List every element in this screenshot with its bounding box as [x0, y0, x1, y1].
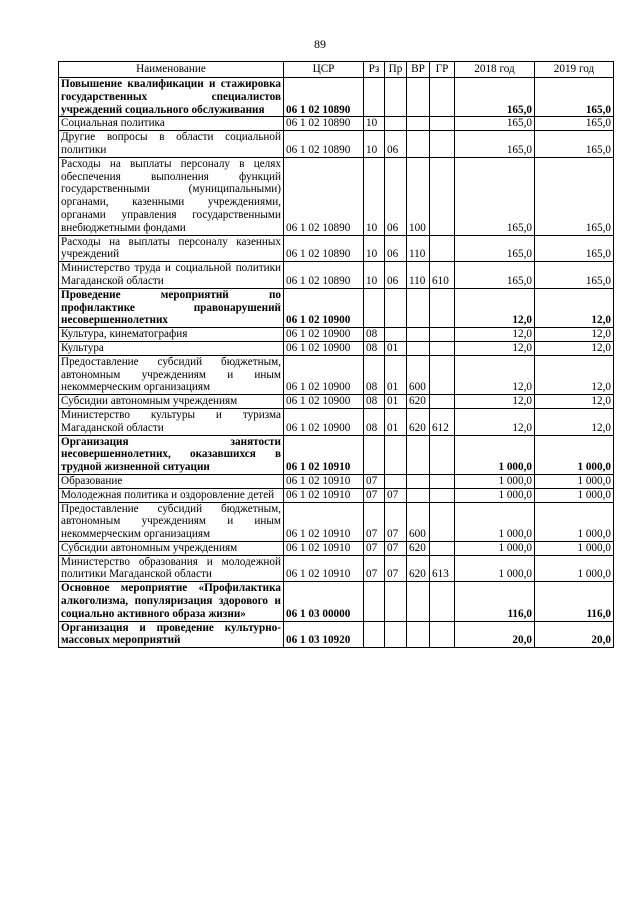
cell-csr: 06 1 02 10890 — [284, 78, 364, 117]
table-row — [59, 582, 614, 621]
cell-2018: 12,0 — [455, 395, 535, 409]
cell-pr: 01 — [385, 355, 407, 394]
cell-2018: 1 000,0 — [455, 435, 535, 474]
cell-vr: 620 — [407, 395, 430, 409]
cell-csr: 06 1 02 10890 — [284, 235, 364, 262]
cell-vr — [407, 474, 430, 488]
cell-gr — [430, 328, 455, 342]
cell-name: Проведение мероприятий по профилактике правонарушений несовершеннолетних — [59, 288, 284, 327]
cell-pr: 01 — [385, 395, 407, 409]
cell-pr: 01 — [385, 341, 407, 355]
cell-vr — [407, 582, 430, 621]
cell-csr: 06 1 02 10910 — [284, 502, 364, 541]
cell-gr — [430, 131, 455, 158]
table-row — [59, 395, 614, 409]
header-rz: Рз — [364, 62, 385, 78]
cell-csr: 06 1 02 10890 — [284, 131, 364, 158]
cell-gr — [430, 395, 455, 409]
cell-vr: 600 — [407, 502, 430, 541]
cell-name: Предоставление субсидий бюджетным, автономным учреждениям и иным некоммерческим организациям — [59, 355, 284, 394]
cell-2019: 12,0 — [535, 328, 614, 342]
cell-rz: 10 — [364, 157, 385, 235]
cell-csr: 06 1 03 10920 — [284, 621, 364, 648]
cell-csr: 06 1 02 10890 — [284, 117, 364, 131]
cell-name: Молодежная политика и оздоровление детей — [59, 488, 284, 502]
cell-gr — [430, 355, 455, 394]
cell-pr: 01 — [385, 408, 407, 435]
cell-gr — [430, 341, 455, 355]
cell-gr — [430, 117, 455, 131]
cell-2019: 165,0 — [535, 117, 614, 131]
cell-pr — [385, 117, 407, 131]
table-row — [59, 131, 614, 158]
cell-csr: 06 1 03 00000 — [284, 582, 364, 621]
table-row — [59, 435, 614, 474]
table-row — [59, 502, 614, 541]
cell-2018: 165,0 — [455, 157, 535, 235]
cell-2018: 12,0 — [455, 355, 535, 394]
cell-vr — [407, 288, 430, 327]
cell-name: Субсидии автономным учреждениям — [59, 541, 284, 555]
header-row — [59, 62, 614, 78]
cell-csr: 06 1 02 10910 — [284, 435, 364, 474]
cell-rz: 08 — [364, 341, 385, 355]
cell-rz: 08 — [364, 355, 385, 394]
cell-name: Организация занятости несовершеннолетних, оказавшихся в трудной жизненной ситуации — [59, 435, 284, 474]
table-row — [59, 78, 614, 117]
header-2019: 2019 год — [535, 62, 614, 78]
header-2018: 2018 год — [455, 62, 535, 78]
cell-csr: 06 1 02 10910 — [284, 541, 364, 555]
cell-gr — [430, 78, 455, 117]
cell-vr — [407, 341, 430, 355]
cell-vr: 110 — [407, 262, 430, 289]
cell-2019: 1 000,0 — [535, 488, 614, 502]
cell-2018: 20,0 — [455, 621, 535, 648]
cell-csr: 06 1 02 10900 — [284, 341, 364, 355]
cell-pr — [385, 582, 407, 621]
cell-2018: 1 000,0 — [455, 488, 535, 502]
cell-pr: 06 — [385, 131, 407, 158]
cell-2019: 1 000,0 — [535, 474, 614, 488]
cell-vr: 620 — [407, 541, 430, 555]
cell-2019: 165,0 — [535, 235, 614, 262]
cell-csr: 06 1 02 10900 — [284, 328, 364, 342]
cell-csr: 06 1 02 10910 — [284, 488, 364, 502]
cell-vr — [407, 435, 430, 474]
cell-csr: 06 1 02 10900 — [284, 395, 364, 409]
cell-2019: 12,0 — [535, 408, 614, 435]
cell-pr — [385, 78, 407, 117]
cell-rz: 10 — [364, 117, 385, 131]
cell-rz: 08 — [364, 395, 385, 409]
cell-2018: 116,0 — [455, 582, 535, 621]
cell-2019: 12,0 — [535, 395, 614, 409]
cell-csr: 06 1 02 10910 — [284, 474, 364, 488]
cell-2018: 1 000,0 — [455, 502, 535, 541]
cell-rz: 08 — [364, 408, 385, 435]
cell-pr — [385, 435, 407, 474]
cell-name: Субсидии автономным учреждениям — [59, 395, 284, 409]
table-row — [59, 117, 614, 131]
cell-name: Социальная политика — [59, 117, 284, 131]
page-number: 89 — [314, 37, 326, 51]
table-row — [59, 408, 614, 435]
cell-vr — [407, 78, 430, 117]
cell-gr: 610 — [430, 262, 455, 289]
budget-table — [58, 61, 614, 648]
cell-vr: 600 — [407, 355, 430, 394]
cell-vr — [407, 117, 430, 131]
cell-name: Расходы на выплаты персоналу казенных учреждений — [59, 235, 284, 262]
cell-gr — [430, 435, 455, 474]
cell-csr: 06 1 02 10910 — [284, 555, 364, 582]
cell-name: Культура, кинематография — [59, 328, 284, 342]
cell-rz: 10 — [364, 235, 385, 262]
cell-name: Культура — [59, 341, 284, 355]
cell-name: Образование — [59, 474, 284, 488]
cell-vr — [407, 621, 430, 648]
cell-name: Министерство образования и молодежной политики Магаданской области — [59, 555, 284, 582]
cell-pr: 06 — [385, 262, 407, 289]
table-row — [59, 474, 614, 488]
cell-vr: 110 — [407, 235, 430, 262]
cell-gr: 612 — [430, 408, 455, 435]
table-row — [59, 157, 614, 235]
cell-2019: 1 000,0 — [535, 541, 614, 555]
cell-2018: 12,0 — [455, 408, 535, 435]
table-row — [59, 355, 614, 394]
cell-gr — [430, 541, 455, 555]
cell-2019: 165,0 — [535, 157, 614, 235]
cell-pr — [385, 621, 407, 648]
cell-rz: 07 — [364, 488, 385, 502]
table-body — [59, 78, 614, 648]
cell-rz — [364, 582, 385, 621]
cell-vr: 100 — [407, 157, 430, 235]
header-vr: ВР — [407, 62, 430, 78]
cell-csr: 06 1 02 10890 — [284, 157, 364, 235]
cell-name: Основное мероприятие «Профилактика алкоголизма, популяризация здорового и социально активного образа жизни» — [59, 582, 284, 621]
cell-vr: 620 — [407, 408, 430, 435]
cell-rz: 07 — [364, 555, 385, 582]
cell-name: Организация и проведение культурно-массовых мероприятий — [59, 621, 284, 648]
table-row — [59, 341, 614, 355]
table-row — [59, 541, 614, 555]
cell-gr: 613 — [430, 555, 455, 582]
cell-2018: 165,0 — [455, 117, 535, 131]
cell-csr: 06 1 02 10900 — [284, 355, 364, 394]
cell-gr — [430, 288, 455, 327]
cell-2019: 12,0 — [535, 341, 614, 355]
cell-rz — [364, 288, 385, 327]
cell-2018: 1 000,0 — [455, 474, 535, 488]
cell-2018: 1 000,0 — [455, 555, 535, 582]
table-row — [59, 288, 614, 327]
cell-name: Предоставление субсидий бюджетным, автономным учреждениям и иным некоммерческим организациям — [59, 502, 284, 541]
cell-rz — [364, 78, 385, 117]
cell-vr: 620 — [407, 555, 430, 582]
cell-name: Расходы на выплаты персоналу в целях обеспечения выполнения функций государственными (муниципальными) органами, казенными учреждениями, органами управления государственными внебюджетными фондами — [59, 157, 284, 235]
cell-2019: 165,0 — [535, 262, 614, 289]
cell-2019: 20,0 — [535, 621, 614, 648]
table-row — [59, 555, 614, 582]
cell-2018: 165,0 — [455, 78, 535, 117]
cell-pr: 06 — [385, 157, 407, 235]
cell-rz: 07 — [364, 474, 385, 488]
cell-rz: 10 — [364, 131, 385, 158]
cell-2018: 12,0 — [455, 328, 535, 342]
table-row — [59, 621, 614, 648]
cell-csr: 06 1 02 10900 — [284, 408, 364, 435]
cell-pr: 07 — [385, 488, 407, 502]
cell-2018: 165,0 — [455, 262, 535, 289]
cell-2019: 165,0 — [535, 131, 614, 158]
cell-2019: 1 000,0 — [535, 502, 614, 541]
cell-name: Повышение квалификации и стажировка государственных специалистов учреждений социального обслуживания — [59, 78, 284, 117]
header-gr: ГР — [430, 62, 455, 78]
cell-rz — [364, 621, 385, 648]
cell-gr — [430, 502, 455, 541]
cell-name: Другие вопросы в области социальной политики — [59, 131, 284, 158]
cell-2019: 165,0 — [535, 78, 614, 117]
table-row — [59, 488, 614, 502]
cell-csr: 06 1 02 10900 — [284, 288, 364, 327]
cell-gr — [430, 235, 455, 262]
table-row — [59, 235, 614, 262]
cell-2019: 12,0 — [535, 355, 614, 394]
cell-gr — [430, 157, 455, 235]
cell-pr: 06 — [385, 235, 407, 262]
cell-name: Министерство культуры и туризма Магаданской области — [59, 408, 284, 435]
cell-pr — [385, 288, 407, 327]
cell-rz: 08 — [364, 328, 385, 342]
cell-rz: 07 — [364, 541, 385, 555]
cell-gr — [430, 474, 455, 488]
cell-pr — [385, 474, 407, 488]
header-csr: ЦСР — [284, 62, 364, 78]
cell-pr: 07 — [385, 502, 407, 541]
cell-gr — [430, 621, 455, 648]
table-row — [59, 262, 614, 289]
cell-gr — [430, 582, 455, 621]
cell-vr — [407, 488, 430, 502]
cell-pr: 07 — [385, 541, 407, 555]
cell-rz — [364, 435, 385, 474]
cell-name: Министерство труда и социальной политики Магаданской области — [59, 262, 284, 289]
cell-vr — [407, 328, 430, 342]
header-pr: Пр — [385, 62, 407, 78]
cell-2018: 165,0 — [455, 235, 535, 262]
cell-2019: 116,0 — [535, 582, 614, 621]
cell-rz: 10 — [364, 262, 385, 289]
cell-vr — [407, 131, 430, 158]
cell-rz: 07 — [364, 502, 385, 541]
cell-pr: 07 — [385, 555, 407, 582]
cell-2018: 12,0 — [455, 341, 535, 355]
table-row — [59, 328, 614, 342]
cell-csr: 06 1 02 10890 — [284, 262, 364, 289]
cell-2019: 12,0 — [535, 288, 614, 327]
cell-2019: 1 000,0 — [535, 435, 614, 474]
header-name: Наименование — [59, 62, 284, 78]
cell-gr — [430, 488, 455, 502]
cell-2019: 1 000,0 — [535, 555, 614, 582]
cell-pr — [385, 328, 407, 342]
cell-2018: 1 000,0 — [455, 541, 535, 555]
cell-2018: 165,0 — [455, 131, 535, 158]
cell-2018: 12,0 — [455, 288, 535, 327]
